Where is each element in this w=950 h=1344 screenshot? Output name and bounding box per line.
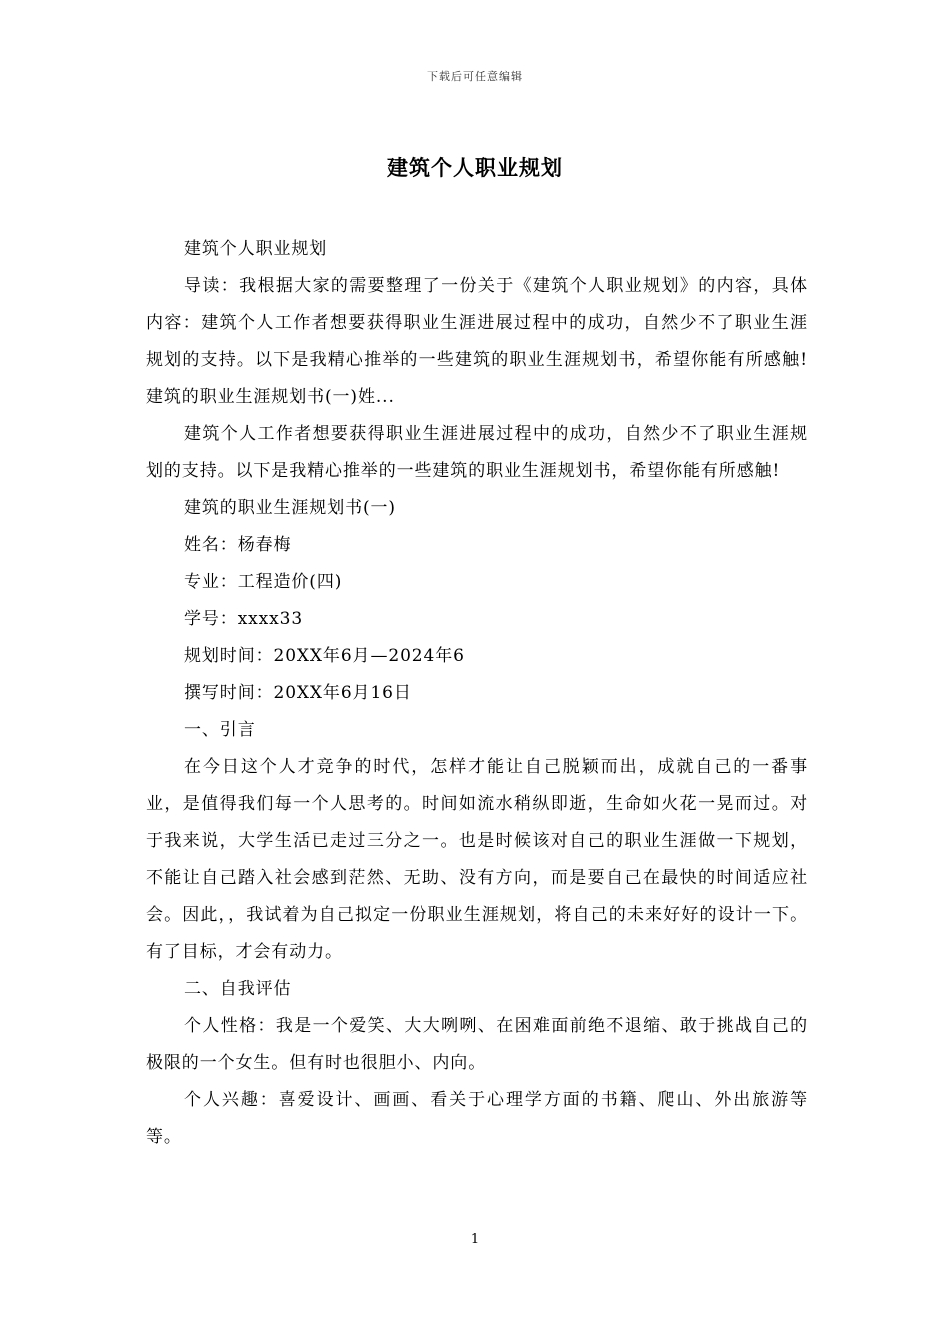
paragraph-intro: 导读：我根据大家的需要整理了一份关于《建筑个人职业规划》的内容，具体内容：建筑个人工作者想要获得职业生涯进展过程中的成功，自然少不了职业生涯规划的支持。以下是我精心推举的一些建筑的职业生涯规划书，希望你能有所感触!建筑的职业生涯规划书(一)姓... bbox=[146, 276, 808, 407]
page-number: 1 bbox=[470, 1232, 480, 1247]
field-name: 姓名：杨春梅 bbox=[184, 535, 292, 555]
field-writing-date: 撰写时间：20XX年6月16日 bbox=[184, 683, 412, 703]
paragraph-introduction: 在今日这个人才竞争的时代，怎样才能让自己脱颖而出，成就自己的一番事业，是值得我们每一个人思考的。时间如流水稍纵即逝，生命如火花一晃而过。对于我来说，大学生活已走过三分之一。也是时候该对自己的职业生涯做一下规划，不能让自己踏入社会感到茫然、无助、没有方向，而是要自己在最快的时间适应社会。因此，，我试着为自己拟定一份职业生涯规划，将自己的未来好好的设计一下。有了目标，才会有动力。 bbox=[146, 757, 808, 962]
paragraph-summary: 建筑个人工作者想要获得职业生涯进展过程中的成功，自然少不了职业生涯规划的支持。以下是我精心推举的一些建筑的职业生涯规划书，希望你能有所感触! bbox=[146, 424, 808, 481]
document-title: 建筑个人职业规划 bbox=[387, 155, 563, 180]
header-note: 下载后可任意编辑 bbox=[427, 70, 523, 83]
field-student-id: 学号：xxxx33 bbox=[184, 609, 304, 629]
document-body bbox=[146, 231, 808, 1156]
paragraph-personality: 个人性格：我是一个爱笑、大大咧咧、在困难面前绝不退缩、敢于挑战自己的极限的一个女生。但有时也很胆小、内向。 bbox=[146, 1016, 808, 1073]
section-heading-introduction: 一、引言 bbox=[184, 720, 256, 740]
paragraph-plan-heading: 建筑的职业生涯规划书(一) bbox=[184, 498, 396, 518]
section-heading-self-assessment: 二、自我评估 bbox=[184, 979, 292, 999]
field-plan-period: 规划时间：20XX年6月—2024年6 bbox=[184, 646, 465, 666]
paragraph-interests: 个人兴趣：喜爱设计、画画、看关于心理学方面的书籍、爬山、外出旅游等等。 bbox=[146, 1090, 808, 1147]
field-major: 专业：工程造价(四) bbox=[184, 572, 343, 592]
paragraph-subtitle: 建筑个人职业规划 bbox=[184, 239, 328, 259]
